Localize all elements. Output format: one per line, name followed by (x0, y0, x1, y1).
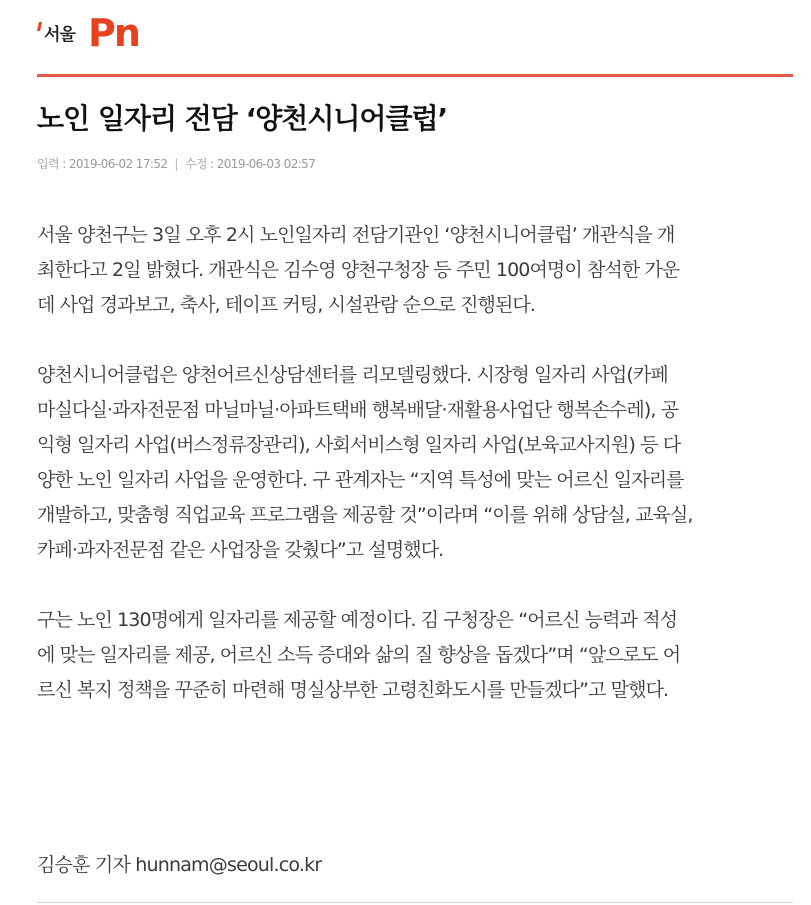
paragraph-line: 에 맞는 일자리를 제공, 어르신 소득 증대와 삶의 질 향상을 돕겠다”며 “앞으로도 어 (37, 644, 681, 666)
modified-timestamp: 수정 : 2019-06-03 02:57 (184, 157, 316, 171)
paragraph-line: 마실다실·과자전문점 마닐마닐·아파트택배 행복배달·재활용사업단 행복손수레), 공 (37, 399, 679, 421)
paragraph-line: 개발하고, 맞춤형 직업교육 프로그램을 제공할 것”이라며 “이를 위해 상담실, 교육실, (37, 504, 693, 526)
paragraph-line: 서울 양천구는 3일 오후 2시 노인일자리 전담기관인 ‘양천시니어클럽’ 개관식을 개 (37, 224, 675, 246)
article-title: 노인 일자리 전담 ‘양천시니어클럽’ (37, 102, 448, 135)
reporter-byline[interactable]: 김승훈 기자 hunnam@seoul.co.kr (37, 854, 322, 876)
paragraph-line: 양천시니어클럽은 양천어르신상담센터를 리모델링했다. 시장형 일자리 사업(카페 (37, 364, 668, 386)
meta-separator: | (174, 157, 178, 171)
paragraph-line: 르신 복지 정책을 꾸준히 마련해 명실상부한 고령친화도시를 만들겠다”고 말했다. (37, 679, 669, 701)
header-divider (37, 74, 793, 77)
article-paragraph (37, 603, 793, 708)
paragraph-line: 카페·과자전문점 같은 사업장을 갖췄다”고 설명했다. (37, 539, 444, 561)
logo-wordmark: 서울 (44, 25, 75, 45)
paragraph-line: 양한 노인 일자리 사업을 운영한다. 구 관계자는 “지역 특성에 맞는 어르신 일자리를 (37, 469, 684, 491)
article-paragraph (37, 218, 793, 323)
paragraph-line: 최한다고 2일 밝혔다. 개관식은 김수영 양천구청장 등 주민 100여명이 참석한 가운 (37, 259, 680, 281)
logo-quote-mark (37, 22, 42, 31)
article-body (37, 218, 793, 743)
paragraph-line: 데 사업 경과보고, 축사, 테이프 커팅, 시설관람 순으로 진행된다. (37, 294, 536, 316)
paragraph-line: 구는 노인 130명에게 일자리를 제공할 예정이다. 김 구청장은 “어르신 능력과 적성 (37, 609, 678, 631)
article-meta (37, 155, 315, 172)
footer-divider (37, 902, 793, 903)
paragraph-line: 익형 일자리 사업(버스정류장관리), 사회서비스형 일자리 사업(보육교사지원) 등 다 (37, 434, 681, 456)
article-paragraph (37, 358, 793, 568)
input-timestamp: 입력 : 2019-06-02 17:52 (37, 157, 168, 171)
logo-pn-mark: Pn (88, 11, 139, 55)
